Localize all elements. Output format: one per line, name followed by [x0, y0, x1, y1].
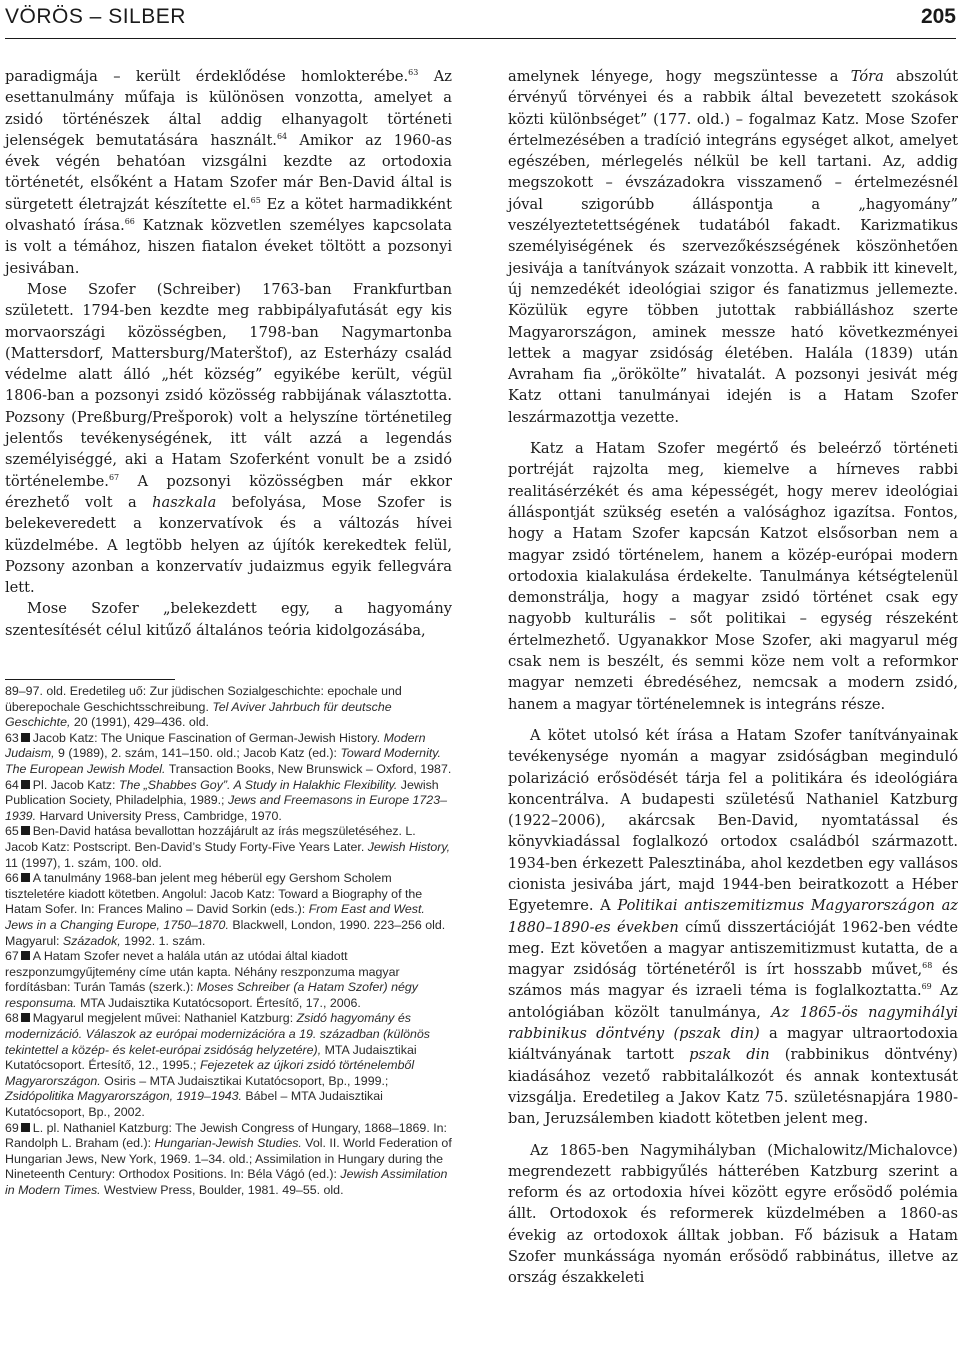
paragraph	[508, 438, 958, 715]
footnote	[5, 1121, 452, 1199]
square-bullet-icon	[21, 780, 30, 789]
footnote-number: 67	[5, 949, 19, 964]
text-run: Osiris – MTA Judaisztikai Kutatócsoport, Bp., 1999.;	[100, 1073, 389, 1088]
page-number: 205	[920, 5, 956, 28]
italic-run: Jewish History,	[367, 839, 451, 854]
footnote-ref: 67	[108, 472, 120, 482]
text-run: (rabbinikus döntvény) kiadásához vezető rabbitalálkozót és annak kontextusát vizsgálja. Eredetileg a Jakov Katz 75. születésnapjára 1980-ban, Jeruzsálemben kiadott kötetben jelent meg.	[508, 1046, 958, 1128]
text-run: MTA Judaisztikai Kutatócsoport. Értesítő, 12., 1995.;	[5, 1042, 417, 1073]
italic-run: Moses Schreiber (a Hatam Szofer) négy responsuma.	[5, 980, 418, 1010]
italic-run: Toward Modernity. The European Jewish Model.	[5, 746, 441, 776]
text-run: Bábel – MTA Judaisztikai Kutatócsoport, Bp., 2002.	[5, 1089, 383, 1120]
footnote	[5, 778, 452, 825]
footnote-ref: 65	[250, 195, 261, 205]
text-run: Transaction Books, New Brunswick – Oxford, 1987.	[165, 761, 452, 776]
text-run: 9 (1989), 2. szám, 141–150. old.; Jacob Katz (ed.):	[54, 746, 341, 761]
text-run: a magyar ultraortodoxia kiáltványának tartott	[508, 1025, 958, 1064]
text-run: Magyarul megjelent művei: Nathaniel Katzburg:	[32, 1011, 297, 1026]
text-run: Az 1865-ben Nagymihályban (Michalowitz/Michalovce) megrendezett rabbigyűlés hátterében Katzburg szerint a reform és az ortodoxia hívei között egyre erősödő polémia állt. Ortodoxok és reformerek küzdelmében a 1860-as évekig az ortodoxok álltak jobban. Fő bázisuk a Hatam Szofer munkássága nyomán erősödő rabbinátus, illetve az ország északkeleti	[508, 1141, 958, 1287]
footnote-separator	[5, 679, 175, 680]
text-run: 11 (1997), 1. szám, 100. old.	[5, 855, 162, 870]
square-bullet-icon	[21, 951, 30, 960]
footnote-number: 63	[5, 730, 19, 745]
footnote-ref: 68	[922, 961, 933, 971]
text-run: Blackwell, London, 1990. 223–256 old. Magyarul:	[5, 917, 446, 948]
text-run: A tanulmány 1968-ban jelent meg héberül egy Gershom Scholem tiszteletére kiadott kötetben. Angolul: Jacob Katz: Toward a Biography of the Hatam Sofer. In: Frances Malino – David Sorkin (eds.):	[5, 871, 423, 917]
footnote-number: 65	[5, 824, 19, 839]
text-run: L. pl. Nathaniel Katzburg: The Jewish Congress of Hungary, 1868–1869. In: Randolph L. Braham (ed.):	[5, 1120, 447, 1151]
text-run: Jacob Katz: The Unique Fascination of German-Jewish History.	[32, 730, 384, 745]
text-run: című disszertációját 1962-ben védte meg. Ezt követően a magyar antiszemitizmust kutatta, de a magyar zsidóság történetéről is írt hosszabb művet,	[508, 918, 958, 979]
text-run: Az esettanulmány műfaja is különösen vonzotta, amelyet a zsidó történészek által addig elhanyagolt történeti jelenségek bemutatására használt.	[5, 68, 452, 149]
italic-run: Modern Judaism,	[5, 730, 426, 761]
footnote-ref: 66	[124, 217, 135, 227]
running-title: VÖRÖS – SILBER	[5, 5, 186, 28]
footnote	[5, 824, 452, 871]
square-bullet-icon	[21, 1013, 30, 1022]
text-run: Ben-David hatása bevallottan hozzájárult az írás megszületéséhez. L. Jacob Katz: Postscript. Ben-David’s Study Forty-Five Years Later.	[5, 824, 416, 854]
italic-run: Századok,	[62, 933, 121, 948]
text-run: MTA Judaisztika Kutatócsoport. Értesítő, 17., 2006.	[76, 995, 361, 1010]
italic-run: Tel Aviver Jahrbuch für deutsche Geschichte,	[5, 699, 392, 730]
italic-run: Fejezetek az újkori zsidó történelemből Magyarországon.	[5, 1058, 415, 1088]
running-header	[5, 0, 956, 39]
italic-run: Politikai antiszemitizmus Magyarországon az 1880–1890-es években	[508, 897, 958, 936]
italic-run: Jews and Freemasons in Europe 1723–1939.	[5, 793, 447, 823]
footnote	[5, 1011, 452, 1120]
paragraph	[508, 66, 958, 428]
text-run: Katz a Hatam Szofer megértő és beleérző történeti portréját rajzolta meg, kiemelve a hírneves rabbi realitásérzékét és ama képességét, hogy merev ideológiai álláspontját szükség esetén a valósághoz igazítsa. Fontos, hogy a Hatam Szofer kapcsán Katzot elsősorban nem a magyar zsidó történelem, hanem a közép-európai modern ortodoxia kialakulása érdekelte. Tanulmánya kétségtelenül demonstrálja, hogy a magyar zsidó történet csak egy nagyobb kulturális – sőt politikai – egység részeként értelmezhető. Ugyanakkor Mose Szofer, aki magyarul még csak nem is beszélt, és semmi köze nem volt a reformkor magyar nemzeti ébredéséhez, nemcsak a modern zsidó, hanem a magyar történelemnek is integráns része.	[508, 440, 958, 713]
footnote-number: 66	[5, 871, 19, 886]
right-text-column	[508, 66, 958, 1289]
square-bullet-icon	[21, 733, 30, 742]
text-run: abszolút érvényű törvényei és a rabbik által bevezetett szokások közti különbséget” (177. old.) – fogalmaz Katz. Mose Szofer értelmezésében a tradíció integráns egységet alkot, amelyet egészében, mérlegelés nélkül be kell tartani. Az, addig megszokott – évszázadokra visszamenő – értelmezésnél jóval szigorúbb álláspontja a „hagyomány” veszélyeztetettségének tudatából fakadt. Karizmatikus személyiségének és szervezőkészségének köszönhetően jesivája a tanítványok százait vonzotta. A rabbik itt kinevelt, új nemzedékét ideológiai szigor és fanatizmus jellemezte. Közülük egyre többen jutottak rabbiálláshoz szerte Magyarországon, aminek messze ható következményei lettek a magyar zsidóság életében. Halála (1839) után Avraham fia „örökölte” hivatalát. A pozsonyi jesivát még Katz ottani tanulmányai idején is a Hatam Szofer leszármazottja vezette.	[508, 68, 959, 426]
text-run: A pozsonyi közösségben már ekkor érezhető volt a	[5, 472, 452, 511]
footnote	[5, 731, 452, 778]
text-run: Mose Szofer „belekezdett egy, a hagyomány szentesítését célul kitűző általános teória kidolgozásába,	[5, 600, 452, 639]
left-text-column	[5, 66, 452, 641]
italic-run: Az 1865-ös nagymihályi rabbinikus döntvény (pszak din)	[508, 1003, 958, 1043]
footnote-number: 64	[5, 777, 19, 792]
text-run: A kötet utolsó két írása a Hatam Szofer tanítványainak tevékenysége nyomán a magyar zsidóságban meginduló polarizáció erősödését tárja fel a politikára és ideológiára koncentrálva. A budapesti születésű Nathaniel Katzburg (1922–2006), akárcsak Ben-David, nyomtatással és könyvkiadással foglalkozó ortodox családból származott. 1934-ben érkezett Palesztinába, ahol kezdetben egy vallásos cionista jesivába járt, majd 1944-ben beiratkozott a Héber Egyetemre. A	[508, 726, 958, 915]
italic-run: From East and West. Jews in a Changing Europe, 1750–1870.	[5, 902, 425, 932]
text-run: 1992. 1. szám.	[120, 933, 206, 948]
square-bullet-icon	[21, 826, 30, 835]
italic-run: pszak din	[689, 1046, 770, 1064]
square-bullet-icon	[21, 1123, 30, 1132]
footnote-ref: 63	[408, 68, 419, 77]
italic-run: haszkala	[152, 493, 217, 511]
footnotes-block	[5, 684, 452, 1199]
text-run: paradigmája – került érdeklődése homlokterébe.	[5, 68, 409, 85]
footnote-ref: 64	[276, 131, 288, 141]
text-run: és számos más magyar és izraeli téma is foglalkoztatta.	[508, 961, 959, 1000]
text-run: Pl. Jacob Katz:	[32, 777, 119, 792]
italic-run: Hungarian-Jewish Studies.	[154, 1136, 302, 1151]
italic-run: Jewish Assimilation in Modern Times.	[5, 1167, 448, 1197]
text-run: 20 (1991), 429–436. old.	[70, 715, 209, 730]
text-run: Amikor az 1960-as évek végén behatóan vizsgálni kezdte az ortodoxia történetét, elsőként a Hatam Szofer már Ben-David által is sürgetett életrajzát készítette el.	[5, 131, 452, 213]
text-run: befolyása, Mose Szofer is belekeveredett a konzervatívok és a változás hívei küzdelmébe. A legtöbb helyen az újítók kerekedtek felül, Pozsony azonban a konzervatív judaizmus egyik fellegvára lett.	[5, 493, 452, 597]
text-run: Westview Press, Boulder, 1981. 49–55. old.	[100, 1183, 344, 1197]
text-run: Az antológiában közölt tanulmánya,	[508, 982, 958, 1021]
paragraph	[5, 598, 452, 641]
footnote-ref: 69	[921, 982, 932, 992]
text-run: Katznak közvetlen személyes kapcsolata is volt a témához, hiszen fiatalon éveket töltött a pozsonyi jesivában.	[5, 217, 452, 277]
text-run: Ez a kötet harmadikként olvasható írása.	[5, 195, 452, 235]
footnote	[5, 684, 452, 731]
paragraph	[5, 279, 452, 598]
text-run: amelynek lényege, hogy megszüntesse a	[508, 68, 851, 85]
footnote-number: 68	[5, 1011, 19, 1026]
text-run: Harvard University Press, Cambridge, 1970.	[36, 808, 282, 823]
footnote-number: 69	[5, 1120, 19, 1135]
text-run: 89–97. old. Eredetileg uő: Zur jüdischen Sozialgeschichte: epochale und überepochale Geschichtsschreibung.	[5, 684, 402, 714]
italic-run: Tóra	[850, 68, 884, 85]
paragraph	[508, 725, 958, 1130]
text-run: Mose Szofer (Schreiber) 1763-ban Frankfurtban született. 1794-ben kezdte meg rabbipályafutását egy kis morvaországi közösségben, 1798-ban Nagymartonba (Mattersdorf, Mattersburg/Materštof), az Esterházy család védelme alatt álló „hét község” egyikébe került, végül 1806-ban a pozsonyi zsidó közösség rabbijának választotta. Pozsony (Preßburg/Prešporok) volt a helyszíne történetileg jelentős tevékenységének, itt vált azzá a legendás személyiséggé, aki a Hatam Szoferként vonult be a zsidó történelembe.	[5, 280, 452, 490]
text-run: Jewish Publication Society, Philadelphia, 1989.;	[5, 777, 439, 808]
text-run: Vol. II. World Federation of Hungarian Jews, New York, 1969. 1–34. old.; Assimilation in Hungary during the Nineteenth Century: Orthodox Positions. In: Béla Vágó (ed.):	[5, 1136, 452, 1182]
footnote	[5, 871, 452, 949]
text-run: A Hatam Szofer nevet a halála után az utódai által kiadott reszponzumgyűjtemény címe után kapta. Néhány reszponzuma magyar fordításban: Turán Tamás (szerk.):	[5, 949, 400, 995]
paragraph	[508, 1140, 958, 1289]
italic-run: The „Shabbes Goy”. A Study in Halakhic Flexibility.	[118, 777, 398, 792]
italic-run: Zsidó hagyomány és modernizáció. Válaszok az európai modernizációra a 19. században (különös tekintettel a közép- és kelet-európai zsidóság helyzetére),	[5, 1011, 430, 1057]
square-bullet-icon	[21, 873, 30, 882]
paragraph	[5, 66, 452, 279]
italic-run: Zsidópolitika Magyarországon, 1919–1943.	[5, 1089, 242, 1104]
footnote	[5, 949, 452, 1011]
